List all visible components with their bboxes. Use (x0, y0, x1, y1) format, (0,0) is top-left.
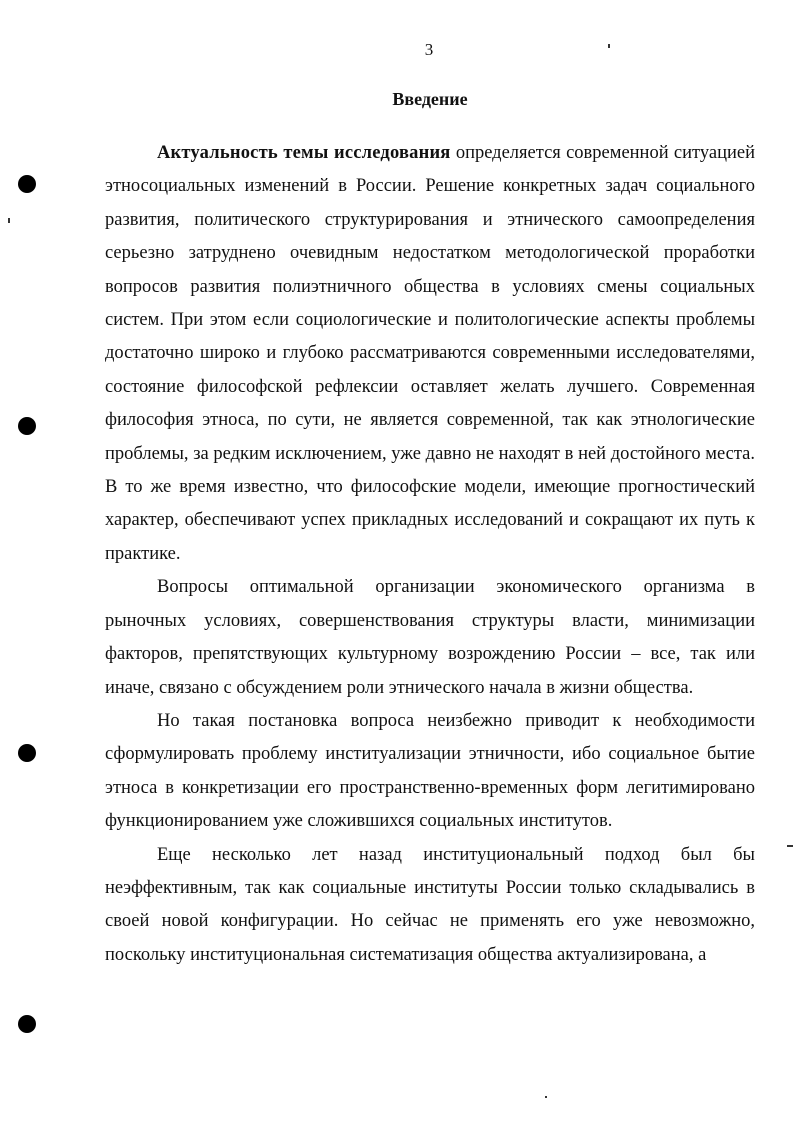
binder-hole-1 (18, 175, 36, 193)
scan-speck (545, 1096, 547, 1098)
paragraph-4: Еще несколько лет назад институциональный подход был бы неэффективным, так как социальные институты России только складывались в своей новой конфигурации. Но сейчас не применять его уже невозможно, поскольку институциональная систематизация общества актуализирована, а (105, 844, 755, 965)
binder-hole-3 (18, 744, 36, 762)
paragraph-1 (105, 137, 755, 571)
binder-hole-2 (18, 417, 36, 435)
section-heading: Введение (392, 89, 468, 109)
page-number: 3 (424, 40, 434, 59)
scan-speck (8, 218, 10, 223)
paragraph-lead-bold: Актуальность темы исследования (157, 143, 451, 163)
paragraph-1-text: определяется современной ситуацией этносоциальных изменений в России. Решение конкретных задач социального развития, политического структурирования и этнического самоопределения серьезно затруднено очевидным недостатком методологической проработки вопросов развития полиэтничного общества в условиях смены социальных систем. При этом если социологические и политологические аспекты проблемы достаточно широко и глубоко рассматриваются современными исследователями, состояние философской рефлексии оставляет желать лучшего. Современная философия этноса, по сути, не является современной, так как этнологические проблемы, за редким исключением, уже давно не находят в ней достойного места. В то же время известно, что философские модели, имеющие прогностический характер, обеспечивают успех прикладных исследований и сокращают их путь к практике. (105, 143, 755, 564)
scan-speck (787, 845, 793, 847)
paragraph-3: Но такая постановка вопроса неизбежно приводит к необходимости сформулировать проблему институализации этничности, ибо социальное бытие этноса в конкретизации его пространственно-временных форм легитимировано функционированием уже сложившихся социальных институтов. (105, 710, 755, 832)
paragraph-2: Вопросы оптимальной организации экономического организма в рыночных условиях, совершенствования структуры власти, минимизации факторов, препятствующих культурному возрождению России – все, так или иначе, связано с обсуждением роли этнического начала в жизни общества. (105, 577, 755, 698)
body-text (105, 137, 755, 972)
binder-hole-4 (18, 1015, 36, 1033)
